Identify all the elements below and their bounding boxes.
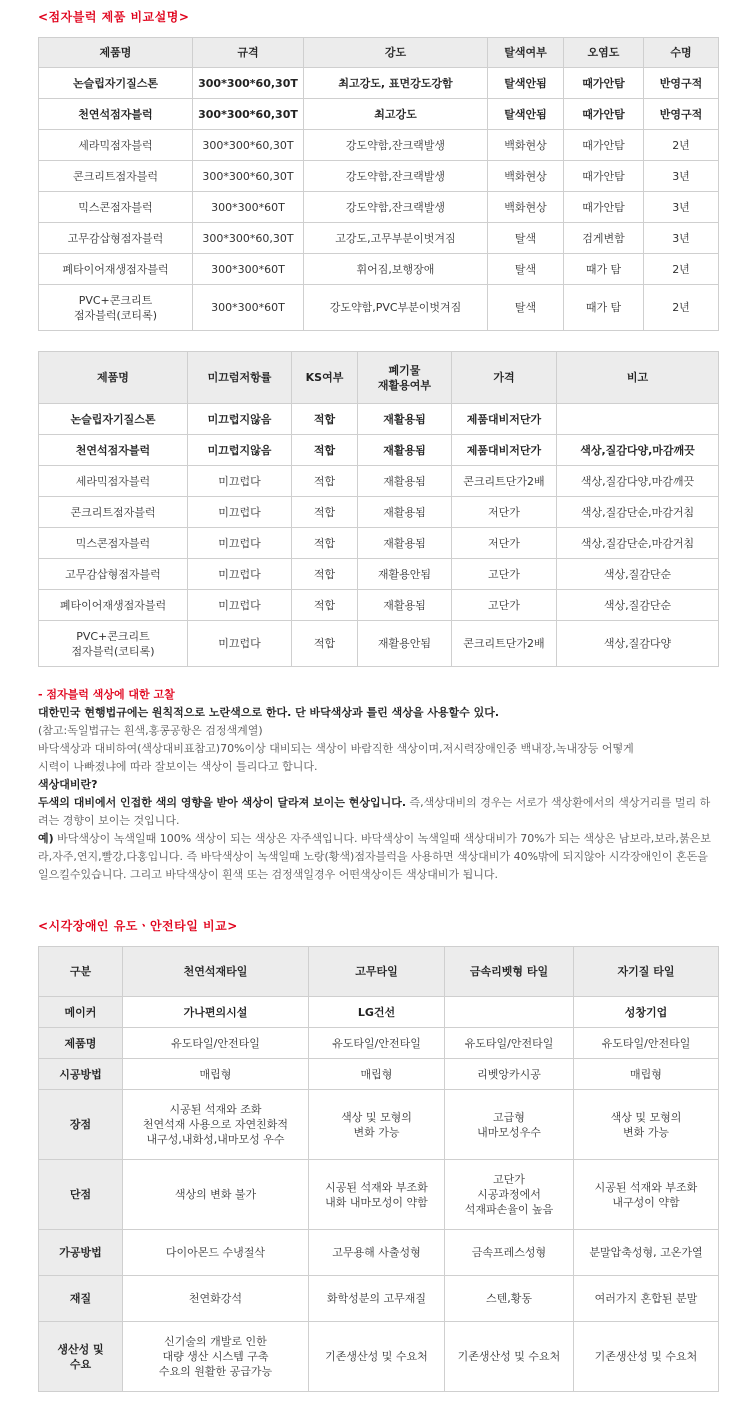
table-cell: 신기술의 개발로 인한 대량 생산 시스템 구축 수요의 원활한 공급가능 [123,1322,309,1392]
table-cell: 강도약함,잔크랙발생 [304,192,488,223]
tile-comparison-table [38,946,719,1392]
table-row [39,1230,719,1276]
table-row [39,1160,719,1230]
table-cell: 고무감삽형점자블럭 [39,559,188,590]
column-header: 탈색여부 [488,38,564,68]
column-header: 비고 [557,352,719,404]
notes-example-label: 예) [38,832,54,845]
table-cell: 콘크리트점자블럭 [39,497,188,528]
column-header: 제품명 [39,352,188,404]
row-label: 재질 [39,1276,123,1322]
table-cell: 시공된 석재와 부조화 내화 내마모성이 약함 [309,1160,445,1230]
table-cell: 천연석점자블럭 [39,99,193,130]
table-cell: PVC+콘크리트 점자블럭(코티록) [39,621,188,667]
table-cell: 색상,질감단순,마감거침 [557,497,719,528]
table-cell: 색상,질감다양 [557,621,719,667]
table-cell: PVC+콘크리트 점자블럭(코티록) [39,285,193,331]
table-cell: 3년 [644,223,719,254]
table-cell: 적합 [292,435,358,466]
table-cell: 때가 탐 [564,254,644,285]
table-cell: 탈색 [488,223,564,254]
table-cell: 금속프레스성형 [445,1230,574,1276]
table-cell [445,997,574,1028]
notes-definition: 두색의 대비에서 인접한 색의 영향을 받아 색상이 달라져 보이는 현상입니다. [38,796,407,809]
table-cell: 최고강도 [304,99,488,130]
table-cell: 300*300*60,30T [193,161,304,192]
table-header-row [39,38,719,68]
table-cell: 논슬립자기질스톤 [39,404,188,435]
table-cell: 천연석점자블럭 [39,435,188,466]
table-cell: 강도약함,잔크랙발생 [304,161,488,192]
table-cell: 콘크리트단가2배 [452,466,557,497]
table-cell: 300*300*60,30T [193,130,304,161]
table-cell: 강도약함,PVC부분이벗겨짐 [304,285,488,331]
table-cell: 재활용됨 [358,404,452,435]
row-label: 생산성 및 수요 [39,1322,123,1392]
column-header: KS여부 [292,352,358,404]
table-row [39,997,719,1028]
table-cell: 탈색안됨 [488,99,564,130]
table-cell: 재활용됨 [358,528,452,559]
row-label: 장점 [39,1090,123,1160]
table-cell: 재활용됨 [358,435,452,466]
table-cell: 논슬립자기질스톤 [39,68,193,99]
table-cell: 검게변함 [564,223,644,254]
table-cell: 3년 [644,161,719,192]
table-cell: 반영구적 [644,99,719,130]
table-cell: 화학성분의 고무재질 [309,1276,445,1322]
column-header: 고무타일 [309,947,445,997]
table-cell: 재활용안됨 [358,559,452,590]
notes-line: 바닥색상과 대비하여(색상대비표참고)70%이상 대비되는 색상이 바람직한 색상이며,저시력장애인중 백내장,녹내장등 어떻게 [38,742,634,755]
notes-line: 대한민국 현행법규에는 원칙적으로 노란색으로 한다. 단 바닥색상과 틀린 색상을 사용할수 있다. [38,706,500,719]
table-header-row [39,947,719,997]
table-cell: 미끄럽다 [188,497,292,528]
table-cell: 색상,질감다양,마감깨끗 [557,466,719,497]
product-comparison-table [38,37,719,331]
table-cell: 300*300*60,30T [193,223,304,254]
column-header: 미끄럼저항률 [188,352,292,404]
table-cell: 미끄럽다 [188,590,292,621]
table-cell: 폐타이어재생점자블럭 [39,590,188,621]
table-cell: 적합 [292,559,358,590]
table-cell: 고급형 내마모성우수 [445,1090,574,1160]
table-cell: 때가 탐 [564,285,644,331]
table-row [39,1059,719,1090]
row-label: 제품명 [39,1028,123,1059]
table-cell: 색상의 변화 불가 [123,1160,309,1230]
table-header-row [39,352,719,404]
table-cell: 매립형 [309,1059,445,1090]
table-cell: 가나편의시설 [123,997,309,1028]
table-cell: 2년 [644,130,719,161]
table-row [39,404,719,435]
table-cell: 미끄럽지않음 [188,404,292,435]
table-row [39,497,719,528]
section1-title: <점자블럭 제품 비교설명> [38,10,190,24]
column-header: 구분 [39,947,123,997]
table-cell: 기존생산성 및 수요처 [309,1322,445,1392]
table-cell: 고무용해 사출성형 [309,1230,445,1276]
notes-paragraph [38,794,718,830]
table-cell: 적합 [292,466,358,497]
table-cell: 300*300*60T [193,285,304,331]
table-cell: 때가안탐 [564,99,644,130]
table-cell: 탈색 [488,254,564,285]
table-cell: 고단가 [452,559,557,590]
table-cell: 색상,질감단순,마감거침 [557,528,719,559]
column-header: 강도 [304,38,488,68]
table-cell: 믹스콘점자블럭 [39,528,188,559]
table-cell: 천연화강석 [123,1276,309,1322]
table-cell: 미끄럽다 [188,559,292,590]
table-cell: 고강도,고무부분이벗겨짐 [304,223,488,254]
table-cell: 유도타일/안전타일 [123,1028,309,1059]
table-cell: 2년 [644,254,719,285]
table-cell: 기존생산성 및 수요처 [445,1322,574,1392]
table-cell: 300*300*60T [193,192,304,223]
column-header: 폐기물 재활용여부 [358,352,452,404]
table-cell: 때가안탐 [564,192,644,223]
table-cell: 성창기업 [574,997,719,1028]
notes-example-text: 바닥색상이 녹색일때 100% 색상이 되는 색상은 자주색입니다. 바닥색상이 녹색일때 색상대비가 70%가 되는 색상은 남보라,보라,붉은보라,자주,연지,빨강,다홍입니다. 즉 바닥색상이 녹색일때 노랑(황색)점자블럭을 사용하면 색상대비가 40%밖에 되지않아 시각장애인이 혼돈을 일으킬수있습니다. 그리고 바닥색상이 흰색 또는 검정색일경우 어떤색상이든 색상대비가 됩니다. [38,832,711,881]
table-cell: 휘어짐,보행장애 [304,254,488,285]
table-cell: 유도타일/안전타일 [309,1028,445,1059]
column-header: 천연석재타일 [123,947,309,997]
table-cell: 재활용됨 [358,497,452,528]
table-cell: 색상 및 모형의 변화 가능 [574,1090,719,1160]
table-cell: 강도약함,잔크랙발생 [304,130,488,161]
table-row [39,223,719,254]
column-header: 자기질 타일 [574,947,719,997]
table-row [39,1090,719,1160]
table-cell: 탈색안됨 [488,68,564,99]
table-cell: 기존생산성 및 수요처 [574,1322,719,1392]
table-cell: 미끄럽다 [188,466,292,497]
notes-line: 시력이 나빠졌냐에 따라 잘보이는 색상이 틀리다고 합니다. [38,760,318,773]
table-cell: 적합 [292,404,358,435]
column-header: 금속리벳형 타일 [445,947,574,997]
table-cell: 2년 [644,285,719,331]
table-cell [557,404,719,435]
column-header: 오염도 [564,38,644,68]
table-cell: 때가안탐 [564,68,644,99]
table-cell: LG건선 [309,997,445,1028]
table-cell: 재활용됨 [358,590,452,621]
table-cell: 백화현상 [488,192,564,223]
row-label: 시공방법 [39,1059,123,1090]
table-cell: 저단가 [452,497,557,528]
table-cell: 적합 [292,621,358,667]
table-cell: 여러가지 혼합된 분말 [574,1276,719,1322]
table-cell: 세라믹점자블럭 [39,466,188,497]
table-row [39,1028,719,1059]
table-cell: 적합 [292,590,358,621]
column-header: 가격 [452,352,557,404]
table-row [39,285,719,331]
table-cell: 재활용안됨 [358,621,452,667]
table-row [39,466,719,497]
table-row [39,130,719,161]
notes-line: (참고:독일법규는 흰색,홍콩공항은 검정색계열) [38,724,263,737]
table-cell: 유도타일/안전타일 [445,1028,574,1059]
column-header: 수명 [644,38,719,68]
table-cell: 적합 [292,497,358,528]
table-cell: 콘크리트점자블럭 [39,161,193,192]
notes-heading: - 점자블럭 색상에 대한 고찰 [38,688,175,701]
table-cell: 300*300*60T [193,254,304,285]
table-row [39,528,719,559]
table-cell: 색상,질감다양,마감깨끗 [557,435,719,466]
table-cell: 탈색 [488,285,564,331]
table-cell: 300*300*60,30T [193,68,304,99]
product-feature-table [38,351,719,667]
table-cell: 분말압축성형, 고온가열 [574,1230,719,1276]
table-cell: 유도타일/안전타일 [574,1028,719,1059]
table-cell: 믹스콘점자블럭 [39,192,193,223]
notes-paragraph [38,830,718,884]
notes-subheading: 색상대비란? [38,778,98,791]
table-cell: 매립형 [574,1059,719,1090]
table-cell: 미끄럽지않음 [188,435,292,466]
table-cell: 색상,질감단순 [557,559,719,590]
table-cell: 제품대비저단가 [452,435,557,466]
notes-definition-rest: 즉,색상대비의 경우는 서로가 색상환에서의 색상거리를 멀리 하려는 경향이 보이는 것입니다. [38,796,711,827]
table-cell: 고단가 시공과정에서 석재파손율이 높음 [445,1160,574,1230]
table-row [39,68,719,99]
table-row [39,621,719,667]
table-cell: 3년 [644,192,719,223]
table-row [39,590,719,621]
table-cell: 반영구적 [644,68,719,99]
table-cell: 색상,질감단순 [557,590,719,621]
table-cell: 때가안탐 [564,130,644,161]
color-notes [38,686,718,884]
table-cell: 백화현상 [488,161,564,192]
table-row [39,559,719,590]
table-cell: 폐타이어재생점자블럭 [39,254,193,285]
table-cell: 세라믹점자블럭 [39,130,193,161]
table-row [39,99,719,130]
table-cell: 미끄럽다 [188,621,292,667]
row-label: 단점 [39,1160,123,1230]
table-cell: 적합 [292,528,358,559]
table-cell: 저단가 [452,528,557,559]
table-cell: 고무감삽형점자블럭 [39,223,193,254]
table-row [39,192,719,223]
table-cell: 재활용됨 [358,466,452,497]
table-cell: 고단가 [452,590,557,621]
table-row [39,161,719,192]
table-cell: 300*300*60,30T [193,99,304,130]
table-cell: 리벳앙카시공 [445,1059,574,1090]
section2-title: <시각장애인 유도ㆍ안전타일 비교> [38,919,238,933]
table-row [39,254,719,285]
column-header: 규격 [193,38,304,68]
table-cell: 최고강도, 표면강도강함 [304,68,488,99]
row-label: 가공방법 [39,1230,123,1276]
table-cell: 색상 및 모형의 변화 가능 [309,1090,445,1160]
column-header: 제품명 [39,38,193,68]
table-cell: 제품대비저단가 [452,404,557,435]
table-row [39,1322,719,1392]
table-cell: 스텐,황동 [445,1276,574,1322]
table-cell: 다이아몬드 수냉절삭 [123,1230,309,1276]
table-cell: 콘크리트단가2배 [452,621,557,667]
table-row [39,1276,719,1322]
table-cell: 미끄럽다 [188,528,292,559]
table-cell: 시공된 석재와 조화 천연석재 사용으로 자연친화적 내구성,내화성,내마모성 우수 [123,1090,309,1160]
row-label: 메이커 [39,997,123,1028]
table-cell: 백화현상 [488,130,564,161]
table-cell: 매립형 [123,1059,309,1090]
table-cell: 시공된 석재와 부조화 내구성이 약함 [574,1160,719,1230]
table-row [39,435,719,466]
table-cell: 때가안탐 [564,161,644,192]
